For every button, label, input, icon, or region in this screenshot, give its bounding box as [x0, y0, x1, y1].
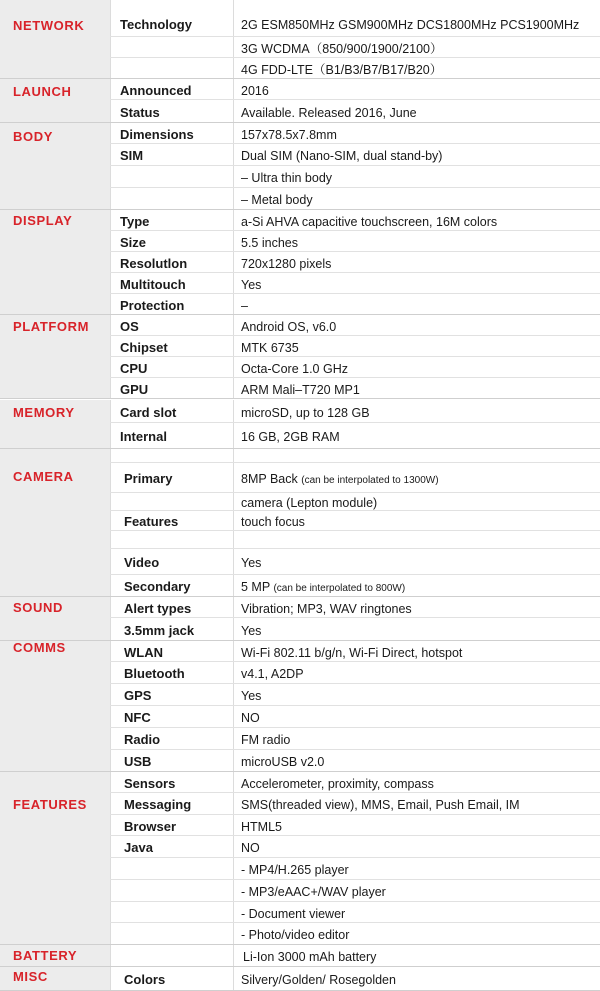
spec-value: [241, 298, 248, 314]
spec-value-text: SMS(threaded view), MMS, Email, Push Email, IM: [241, 798, 520, 812]
spec-label: Alert types: [124, 601, 192, 616]
spec-value-text: NO: [241, 841, 260, 855]
spec-row: [110, 662, 600, 684]
spec-row: [110, 880, 600, 902]
spec-label: Status: [120, 105, 160, 120]
spec-value-text: Wi-Fi 802.11 b/g/n, Wi-Fi Direct, hotspot: [241, 646, 463, 660]
section-display: [0, 210, 600, 315]
spec-label: 3.5mm jack: [124, 623, 195, 638]
spec-value-text: 5.5 inches: [241, 236, 298, 250]
spec-value-text: MTK 6735: [241, 341, 299, 355]
spec-row: [110, 37, 600, 58]
spec-value: [241, 666, 304, 682]
spec-label: Technology: [120, 17, 192, 32]
spec-row: [110, 0, 600, 37]
spec-row: [110, 531, 600, 549]
spec-value: [241, 819, 282, 835]
spec-value: [241, 429, 340, 445]
spec-label: GPS: [124, 688, 152, 703]
spec-value-text: 3G WCDMA（850/900/1900/2100）: [241, 42, 443, 56]
spec-value: [241, 927, 349, 943]
spec-row: [110, 423, 600, 449]
spec-value-text: – Ultra thin body: [241, 171, 333, 185]
spec-value: [241, 754, 324, 770]
section-title: SOUND: [13, 600, 63, 615]
spec-value-text: a-Si AHVA capacitive touchscreen, 16M colors: [241, 215, 498, 229]
spec-label: Sensors: [124, 776, 176, 791]
spec-value: [241, 972, 396, 988]
spec-value-text: HTML5: [241, 820, 282, 834]
section-title: COMMS: [13, 640, 66, 655]
spec-label: NFC: [124, 710, 151, 725]
spec-label: Primary: [124, 471, 173, 486]
spec-value-text: Yes: [241, 556, 262, 570]
spec-value-text: 157x78.5x7.8mm: [241, 128, 337, 142]
spec-row: [110, 902, 600, 923]
spec-value-text: Yes: [241, 689, 262, 703]
spec-value-text: 2G ESM850MHz GSM900MHz DCS1800MHz PCS1900MHz: [241, 18, 580, 32]
spec-value-text: –: [241, 299, 248, 313]
spec-label: Browser: [124, 819, 177, 834]
spec-row: [110, 750, 600, 772]
spec-value: [241, 256, 331, 272]
spec-value-text: microSD, up to 128 GB: [241, 406, 370, 420]
section-sound: [0, 597, 600, 641]
spec-label: OS: [120, 319, 139, 334]
spec-value: [243, 949, 376, 965]
spec-value: [241, 579, 405, 597]
spec-value: [241, 884, 386, 900]
spec-value-text: Yes: [241, 624, 262, 638]
spec-value: [241, 906, 345, 922]
spec-value: [241, 340, 299, 356]
spec-label: Announced: [120, 83, 192, 98]
spec-label: Protection: [120, 298, 185, 313]
spec-value-text: Li-Ion 3000 mAh battery: [243, 950, 377, 964]
spec-value: [241, 17, 579, 33]
spec-value-text: v4.1, A2DP: [241, 667, 304, 681]
spec-row: [110, 449, 600, 463]
spec-value-text: 720x1280 pixels: [241, 257, 332, 271]
spec-row: [110, 945, 600, 967]
section-launch: [0, 79, 600, 123]
section-title: MISC: [13, 969, 48, 984]
spec-row: [110, 210, 600, 231]
spec-value-text: 4G FDD-LTE（B1/B3/B7/B17/B20）: [241, 63, 443, 77]
spec-label: Colors: [124, 972, 166, 987]
section-camera: [0, 449, 600, 597]
spec-row: [110, 793, 600, 815]
section-title: DISPLAY: [13, 213, 73, 228]
spec-value-text: - Photo/video editor: [241, 928, 350, 942]
section-misc: [0, 967, 600, 991]
spec-value: [241, 555, 261, 571]
spec-row: [110, 100, 600, 123]
section-comms: [0, 641, 600, 772]
spec-value: [241, 688, 261, 704]
spec-value: [241, 214, 497, 230]
spec-value-text: 5 MP: [241, 580, 270, 594]
spec-row: [110, 493, 600, 511]
spec-row: [110, 684, 600, 706]
spec-row: [110, 79, 600, 100]
spec-row: [110, 123, 600, 144]
spec-value: [241, 127, 337, 143]
spec-label: Radio: [124, 732, 161, 747]
spec-row: [110, 166, 600, 188]
spec-value-text: Android OS, v6.0: [241, 320, 337, 334]
spec-value: [241, 83, 269, 99]
spec-value-text: - Document viewer: [241, 907, 346, 921]
spec-value-text: Yes: [241, 278, 262, 292]
spec-value-text: Dual SIM (Nano-SIM, dual stand-by): [241, 149, 443, 163]
spec-row: [110, 549, 600, 575]
spec-value-text: touch focus: [241, 515, 305, 529]
spec-value: [241, 41, 443, 57]
spec-value: [241, 105, 417, 121]
spec-value: [241, 405, 370, 421]
spec-label: Size: [120, 235, 147, 250]
section-header-background: [0, 0, 110, 79]
spec-value-text: Accelerometer, proximity, compass: [241, 777, 434, 791]
spec-row: [110, 231, 600, 252]
section-body: [0, 123, 600, 210]
section-title: FEATURES: [13, 797, 87, 812]
spec-row: [110, 294, 600, 315]
spec-row: [110, 815, 600, 836]
spec-value: [241, 732, 290, 748]
spec-row: [110, 967, 600, 991]
spec-value: [241, 192, 313, 208]
section-memory: [0, 400, 600, 449]
spec-value: [241, 62, 442, 78]
spec-label: Multitouch: [120, 277, 186, 292]
spec-label: USB: [124, 754, 152, 769]
spec-row: [110, 858, 600, 880]
spec-label: Internal: [120, 429, 167, 444]
spec-value-text: Octa-Core 1.0 GHz: [241, 362, 348, 376]
section-title: BATTERY: [13, 948, 78, 963]
spec-label: Resolutlon: [120, 256, 188, 271]
spec-label: CPU: [120, 361, 148, 376]
spec-value-text: 16 GB, 2GB RAM: [241, 430, 340, 444]
spec-row: [110, 641, 600, 662]
spec-value: [241, 601, 412, 617]
spec-value-text: FM radio: [241, 733, 291, 747]
spec-value: [241, 840, 260, 856]
spec-row: [110, 836, 600, 858]
spec-row: [110, 575, 600, 597]
spec-label: Messaging: [124, 797, 192, 812]
section-platform: [0, 315, 600, 399]
spec-value-text: microUSB v2.0: [241, 755, 325, 769]
spec-value-text: 8MP Back: [241, 472, 298, 486]
spec-value-text: - MP3/eAAC+/WAV player: [241, 885, 386, 899]
section-divider: [0, 398, 600, 399]
spec-label: Bluetooth: [124, 666, 185, 681]
spec-row: [110, 378, 600, 399]
spec-row: [110, 400, 600, 423]
spec-row: [110, 772, 600, 793]
spec-label: Java: [124, 840, 153, 855]
section-title: NETWORK: [13, 18, 85, 33]
spec-value-text: NO: [241, 711, 260, 725]
spec-row: [110, 315, 600, 336]
spec-row: [110, 273, 600, 294]
spec-value: [241, 471, 439, 489]
spec-row: [110, 511, 600, 531]
spec-label: Chipset: [120, 340, 168, 355]
section-title: BODY: [13, 129, 53, 144]
spec-value: [241, 235, 298, 251]
spec-value: [241, 382, 360, 398]
section-features: [0, 772, 600, 945]
spec-value-note: (can be interpolated to 1300W): [301, 475, 439, 486]
spec-value: [241, 361, 348, 377]
spec-label: SIM: [120, 148, 144, 163]
spec-row: [110, 923, 600, 945]
spec-row: [110, 728, 600, 750]
section-battery: [0, 945, 600, 967]
section-network: [0, 0, 600, 79]
spec-row: [110, 252, 600, 273]
spec-row: [110, 706, 600, 728]
section-title: LAUNCH: [13, 84, 72, 99]
spec-value: [241, 277, 261, 293]
spec-row: [110, 336, 600, 357]
spec-row: [110, 144, 600, 166]
spec-row: [110, 597, 600, 618]
section-title: PLATFORM: [13, 319, 90, 334]
spec-label: Secondary: [124, 579, 191, 594]
spec-value-note: (can be interpolated to 800W): [273, 583, 406, 594]
section-title: MEMORY: [13, 405, 75, 420]
spec-value: [241, 797, 520, 813]
spec-value-text: ARM Mali–T720 MP1: [241, 383, 360, 397]
spec-value-text: - MP4/H.265 player: [241, 863, 349, 877]
spec-value: [241, 170, 332, 186]
spec-value: [241, 645, 462, 661]
spec-label: Card slot: [120, 405, 177, 420]
spec-value-text: Available. Released 2016, June: [241, 106, 417, 120]
section-title: CAMERA: [13, 469, 74, 484]
spec-label: Type: [120, 214, 150, 229]
spec-value: [241, 710, 260, 726]
spec-value: [241, 319, 336, 335]
spec-value-text: camera (Lepton module): [241, 496, 378, 510]
spec-value-text: 2016: [241, 84, 269, 98]
spec-value: [241, 495, 377, 511]
section-header-background: [0, 641, 110, 772]
spec-label: Features: [124, 514, 179, 529]
spec-label: Video: [124, 555, 160, 570]
spec-value-text: Vibration; MP3, WAV ringtones: [241, 602, 412, 616]
spec-label: GPU: [120, 382, 149, 397]
spec-label: WLAN: [124, 645, 163, 660]
spec-row: [110, 58, 600, 79]
spec-value: [241, 862, 349, 878]
spec-value-text: Silvery/Golden/ Rosegolden: [241, 973, 396, 987]
spec-value: [241, 148, 442, 164]
spec-value: [241, 776, 434, 792]
spec-label: Dimensions: [120, 127, 194, 142]
spec-row: [110, 463, 600, 493]
spec-value: [241, 514, 305, 530]
spec-value: [241, 623, 261, 639]
spec-row: [110, 357, 600, 378]
spec-row: [110, 188, 600, 210]
spec-value-text: – Metal body: [241, 193, 313, 207]
spec-row: [110, 618, 600, 641]
